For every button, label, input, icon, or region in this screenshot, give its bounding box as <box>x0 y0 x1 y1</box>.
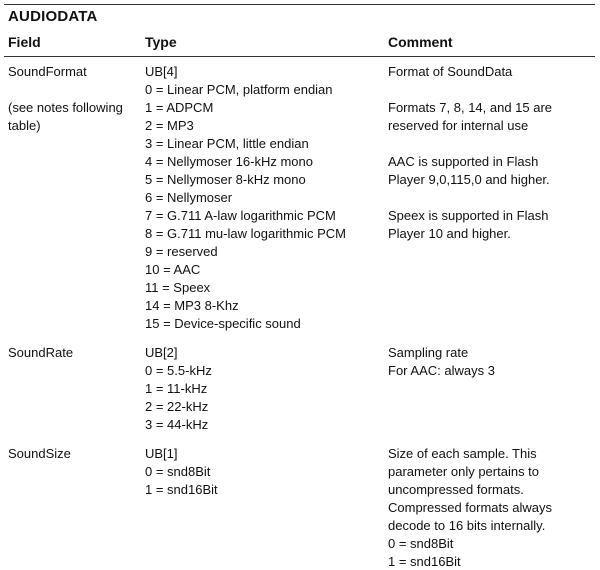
comment-cell <box>388 445 600 570</box>
cell-line: 0 = snd8Bit <box>388 536 454 551</box>
cell-line: UB[4] <box>145 64 178 79</box>
column-header-type: Type <box>145 34 177 50</box>
cell-line: 0 = 5.5-kHz <box>145 363 212 378</box>
cell-line: Size of each sample. This <box>388 446 537 461</box>
cell-line: Speex is supported in Flash <box>388 208 549 223</box>
cell-line: reserved for internal use <box>388 118 529 133</box>
cell-line: 1 = ADPCM <box>145 100 214 115</box>
cell-line: 14 = MP3 8-Khz <box>145 298 239 313</box>
cell-line: 6 = Nellymoser <box>145 190 233 205</box>
cell-line: uncompressed formats. <box>388 482 524 497</box>
table-title: AUDIODATA <box>8 8 98 25</box>
cell-line: 3 = 44-kHz <box>145 417 209 432</box>
cell-line: 7 = G.711 A-law logarithmic PCM <box>145 208 336 223</box>
column-header-field: Field <box>8 34 41 50</box>
cell-line: 8 = G.711 mu-law logarithmic PCM <box>145 226 346 241</box>
cell-line: UB[1] <box>145 446 178 461</box>
cell-line: 2 = 22-kHz <box>145 399 209 414</box>
cell-line: Compressed formats always <box>388 500 552 515</box>
cell-line: 1 = snd16Bit <box>388 554 461 569</box>
field-cell <box>0 445 145 463</box>
type-cell <box>145 344 388 434</box>
cell-line <box>8 81 145 99</box>
cell-line: SoundFormat <box>8 64 87 79</box>
cell-line: decode to 16 bits internally. <box>388 518 546 533</box>
cell-line: 0 = Linear PCM, platform endian <box>145 82 333 97</box>
cell-line <box>388 135 596 153</box>
type-cell <box>145 445 388 499</box>
type-cell <box>145 63 388 333</box>
cell-line: parameter only pertains to <box>388 464 540 479</box>
cell-line: Format of SoundData <box>388 64 513 79</box>
cell-line: Player 10 and higher. <box>388 226 511 241</box>
field-cell <box>0 344 145 362</box>
cell-line: 4 = Nellymoser 16-kHz mono <box>145 154 313 169</box>
cell-line: SoundSize <box>8 446 71 461</box>
cell-line: 5 = Nellymoser 8-kHz mono <box>145 172 306 187</box>
cell-line: UB[2] <box>145 345 178 360</box>
cell-line: 11 = Speex <box>145 280 211 295</box>
cell-line: Formats 7, 8, 14, and 15 are <box>388 100 553 115</box>
column-header-row <box>0 34 600 54</box>
cell-line: 0 = snd8Bit <box>145 464 211 479</box>
cell-line <box>388 189 596 207</box>
cell-line: For AAC: always 3 <box>388 363 495 378</box>
cell-line: SoundRate <box>8 345 74 360</box>
cell-line: 10 = AAC <box>145 262 201 277</box>
cell-line <box>388 81 596 99</box>
top-rule <box>4 4 595 5</box>
cell-line: AAC is supported in Flash <box>388 154 539 169</box>
table-row <box>0 63 600 333</box>
cell-line: 3 = Linear PCM, little endian <box>145 136 309 151</box>
cell-line: Player 9,0,115,0 and higher. <box>388 172 550 187</box>
comment-cell <box>388 344 600 380</box>
table-row <box>0 344 600 434</box>
cell-line: 1 = 11-kHz <box>145 381 208 396</box>
cell-line: 1 = snd16Bit <box>145 482 218 497</box>
table-body <box>0 57 600 570</box>
table-row <box>0 445 600 570</box>
field-cell <box>0 63 145 135</box>
cell-line: 2 = MP3 <box>145 118 194 133</box>
cell-line: Sampling rate <box>388 345 469 360</box>
cell-line: 15 = Device-specific sound <box>145 316 301 331</box>
cell-line: (see notes following <box>8 100 123 115</box>
column-header-comment: Comment <box>388 34 453 50</box>
comment-cell <box>388 63 600 243</box>
cell-line: 9 = reserved <box>145 244 218 259</box>
cell-line: table) <box>8 118 41 133</box>
